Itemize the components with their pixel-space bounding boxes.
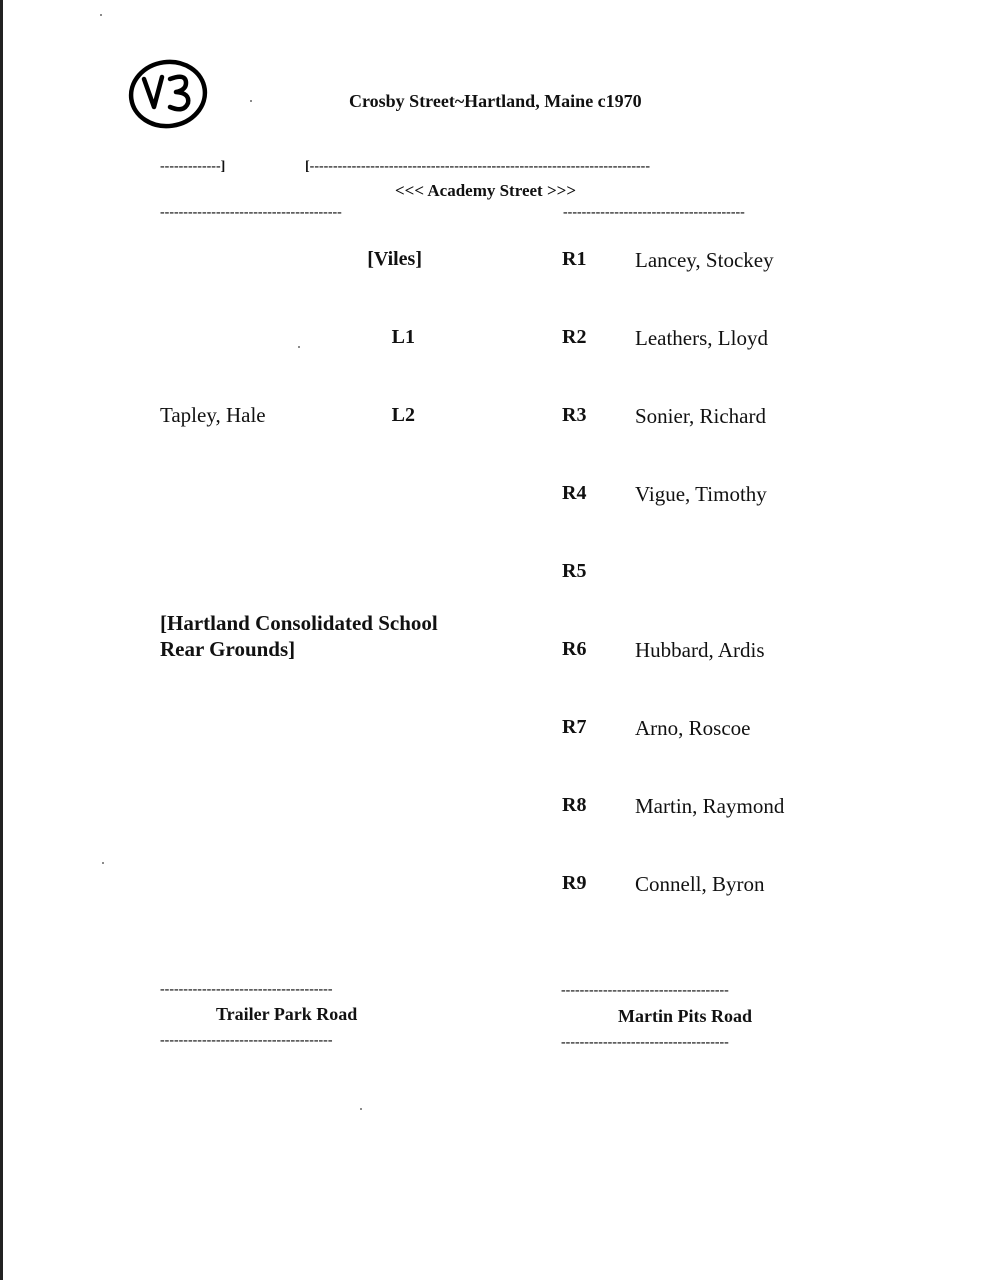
lot-name-r7: Arno, Roscoe xyxy=(635,716,751,740)
lot-name-r9: Connell, Byron xyxy=(635,872,765,896)
school-grounds-note: [Hartland Consolidated School Rear Grounds] xyxy=(160,611,438,661)
lot-label-viles: [Viles] xyxy=(367,248,422,270)
scan-speck xyxy=(102,862,104,864)
lot-label-l2: L2 xyxy=(391,404,415,426)
lot-label-r9: R9 xyxy=(562,872,587,894)
lot-name-r3: Sonier, Richard xyxy=(635,404,766,428)
circled-v3-stamp xyxy=(128,57,208,129)
academy-street-label: <<< Academy Street >>> xyxy=(395,181,577,200)
scan-speck xyxy=(298,346,300,348)
scan-speck xyxy=(100,14,102,16)
bottom-left-dashes-top: ------------------------------------- xyxy=(160,983,333,997)
lot-label-r2: R2 xyxy=(562,326,587,348)
lot-label-r1: R1 xyxy=(562,248,587,270)
page-title: Crosby Street~Hartland, Maine c1970 xyxy=(349,91,642,111)
top-right-dashes: --------------------------------------- xyxy=(563,206,745,220)
lot-label-r8: R8 xyxy=(562,794,587,816)
top-right-bracket: [------------------------------------------------------------------------- xyxy=(305,160,650,174)
bottom-right-dashes-top: ------------------------------------ xyxy=(561,984,729,998)
top-left-dashes: --------------------------------------- xyxy=(160,206,342,220)
lot-label-r6: R6 xyxy=(562,638,587,660)
lot-name-r6: Hubbard, Ardis xyxy=(635,638,765,662)
trailer-park-road-label: Trailer Park Road xyxy=(216,1004,358,1024)
top-left-bracket: -------------] xyxy=(160,160,226,174)
martin-pits-road-label: Martin Pits Road xyxy=(618,1006,752,1026)
lot-name-r1: Lancey, Stockey xyxy=(635,248,774,272)
lot-label-l1: L1 xyxy=(391,326,415,348)
page-edge xyxy=(0,0,3,1280)
lot-name-r2: Leathers, Lloyd xyxy=(635,326,768,350)
scan-speck xyxy=(250,100,252,102)
scan-speck xyxy=(360,1108,362,1110)
lot-label-r4: R4 xyxy=(562,482,587,504)
lot-label-r5: R5 xyxy=(562,560,587,582)
lot-label-r7: R7 xyxy=(562,716,587,738)
lot-name-l2: Tapley, Hale xyxy=(160,403,266,427)
lot-label-r3: R3 xyxy=(562,404,587,426)
lot-name-r4: Vigue, Timothy xyxy=(635,482,767,506)
lot-name-r8: Martin, Raymond xyxy=(635,794,785,818)
bottom-left-dashes-bottom: ------------------------------------- xyxy=(160,1034,333,1048)
bottom-right-dashes-bottom: ------------------------------------ xyxy=(561,1036,729,1050)
